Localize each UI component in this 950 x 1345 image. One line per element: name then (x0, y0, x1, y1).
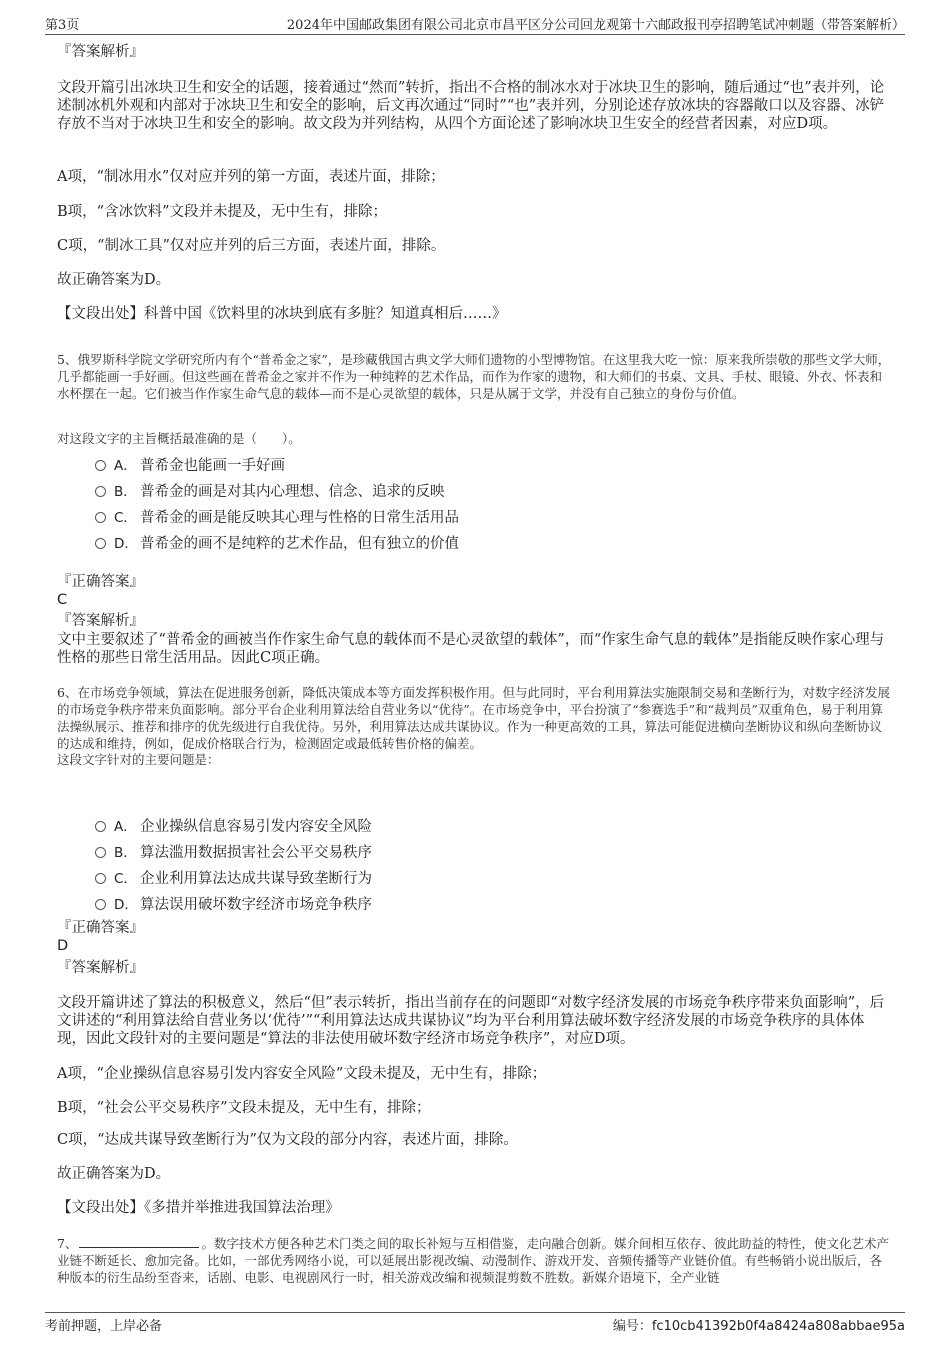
q4-exclusion-a: A项，“制冰用水”仅对应并列的第一方面，表述片面，排除； (57, 169, 445, 185)
q6-exclusion-c: C项，“达成共谋导致垄断行为”仅为文段的部分内容，表述片面，排除。 (57, 1132, 518, 1148)
q6-passage: 6、在市场竞争领域，算法在促进服务创新，降低决策成本等方面发挥积极作用。但与此同时，平台利用算法实施限制交易和垄断行为，对数字经济发展的市场竞争秩序带来负面影响。部分平台企业利用算法给自营业务以“优待”。在市场竞争中，平台扮演了“参赛选手”和“裁判员”双重角色，易于利用算法操纵展示、推荐和排序的优先级进行自我优待。另外，利用算法达成共谋协议。作为一种更高效的工具，算法可能促进横向垄断协议和纵向垄断协议的达成和维持，例如，促成价格联合行为，检测固定或最低转售价格的偏差。 (57, 685, 890, 751)
radio-icon[interactable] (95, 821, 106, 832)
q7-blank (79, 1235, 199, 1248)
footer-code (613, 1315, 905, 1334)
q6-answer-label: 『正确答案』 (57, 920, 144, 936)
q4-analysis-text: 文段开篇引出冰块卫生和安全的话题，接着通过“然而”转折，指出不合格的制冰水对于冰块卫生的影响，随后通过“也”表并列，论述制冰机外观和内部对于冰块卫生和安全的影响，后文再次通过“同时”“也”表并列，分别论述存放冰块的容器敞口以及容器、冰铲存放不当对于冰块卫生和安全的影响。故文段为并列结构，从四个方面论述了影响冰块卫生安全的经营者因素，对应D项。 (57, 80, 885, 132)
q5-option-c[interactable]: C． 普希金的画是能反映其心理与性格的日常生活用品 (95, 506, 459, 528)
q5-answer: C (57, 592, 68, 608)
q5-option-b[interactable]: B． 普希金的画是对其内心理想、信念、追求的反映 (95, 480, 445, 502)
q6-source: 【文段出处】《多措并举推进我国算法治理》 (57, 1200, 340, 1216)
q6-exclusion-b: B项，“社会公平交易秩序”文段未提及，无中生有，排除； (57, 1100, 431, 1116)
page-footer (45, 1312, 905, 1335)
q4-exclusion-c: C项，“制冰工具”仅对应并列的后三方面，表述片面，排除。 (57, 238, 446, 254)
q5-option-a[interactable]: A． 普希金也能画一手好画 (95, 454, 285, 476)
page-header (45, 12, 905, 35)
radio-icon[interactable] (95, 538, 106, 549)
q6-option-d[interactable]: D． 算法误用破坏数字经济市场竞争秩序 (95, 893, 372, 915)
q6-answer: D (57, 938, 69, 954)
radio-icon[interactable] (95, 847, 106, 858)
radio-icon[interactable] (95, 899, 106, 910)
footer-code-value: fc10cb41392b0f4a8424a808abbae95a (651, 1319, 905, 1334)
q4-exclusion-b: B项，“含冰饮料”文段并未提及，无中生有，排除； (57, 204, 387, 220)
q6-analysis-label: 『答案解析』 (57, 960, 144, 976)
q5-passage: 5、俄罗斯科学院文学研究所内有个“普希金之家”，是珍藏俄国古典文学大师们遗物的小型博物馆。在这里我大吃一惊：原来我所崇敬的那些文学大师，几乎都能画一手好画。但这些画在普希金之家并不作为一种纯粹的艺术作品，而作为作家的遗物，和大师们的书桌、文具、手杖、眼镜、外衣、怀表和水杯摆在一起。它们被当作作家生命气息的载体—而不是心灵欲望的载体，只是从属于文学，并没有自己独立的身份与价值。 (57, 352, 891, 401)
footer-code-label: 编号： (612, 1319, 652, 1334)
q7-number: 7、 (57, 1236, 78, 1251)
q7-passage (57, 1235, 893, 1286)
page-number: 第3页 (45, 18, 80, 33)
q5-question: 对这段文字的主旨概括最准确的是（ ）。 (57, 431, 301, 446)
q6-analysis-text: 文段开篇讲述了算法的积极意义，然后“但”表示转折，指出当前存在的问题即“对数字经济发展的市场竞争秩序带来负面影响”，后文讲述的“利用算法给自营业务以‘优待’”“利用算法达成共谋协议”均为平台利用算法破坏数字经济发展的市场竞争秩序的具体体现，因此文段针对的主要问题是“算法的非法使用破坏数字经济市场竞争秩序”，对应D项。 (57, 995, 885, 1047)
document-title: 2024年中国邮政集团有限公司北京市昌平区分公司回龙观第十六邮政报刊亭招聘笔试冲刺题（带答案解析） (286, 18, 905, 33)
q4-conclusion: 故正确答案为D。 (57, 272, 171, 288)
radio-icon[interactable] (95, 873, 106, 884)
q6-question: 这段文字针对的主要问题是： (57, 752, 220, 767)
q5-analysis-text: 文中主要叙述了“普希金的画被当作作家生命气息的载体而不是心灵欲望的载体”，而“作家生命气息的载体”是指能反映作家心理与性格的那些日常生活用品。因此C项正确。 (57, 632, 885, 666)
q6-conclusion: 故正确答案为D。 (57, 1166, 171, 1182)
q7-passage-text: 。数字技术方便各种艺术门类之间的取长补短与互相借鉴，走向融合创新。媒介间相互依存、彼此助益的特性，使文化艺术产业链不断延长、愈加完备。比如，一部优秀网络小说，可以延展出影视改编、动漫制作、游戏开发、音频传播等产业链价值。有些畅销小说出版后，各种版本的衍生品纷至沓来，话剧、电影、电视剧风行一时，相关游戏改编和视频混剪数不胜数。新媒介语境下，全产业链 (57, 1236, 889, 1285)
radio-icon[interactable] (95, 460, 106, 471)
radio-icon[interactable] (95, 486, 106, 497)
q6-option-a[interactable]: A． 企业操纵信息容易引发内容安全风险 (95, 815, 372, 837)
q4-analysis-label: 『答案解析』 (57, 44, 144, 60)
footer-slogan: 考前押题，上岸必备 (45, 1319, 163, 1334)
q5-analysis-label: 『答案解析』 (57, 613, 144, 629)
q6-exclusion-a: A项，“企业操纵信息容易引发内容安全风险”文段未提及，无中生有，排除； (57, 1066, 547, 1082)
q4-source: 【文段出处】科普中国《饮料里的冰块到底有多脏？知道真相后……》 (57, 306, 507, 322)
q5-answer-label: 『正确答案』 (57, 574, 144, 590)
q6-option-b[interactable]: B． 算法滥用数据损害社会公平交易秩序 (95, 841, 372, 863)
q6-option-c[interactable]: C． 企业利用算法达成共谋导致垄断行为 (95, 867, 372, 889)
q5-option-d[interactable]: D． 普希金的画不是纯粹的艺术作品，但有独立的价值 (95, 532, 459, 554)
radio-icon[interactable] (95, 512, 106, 523)
